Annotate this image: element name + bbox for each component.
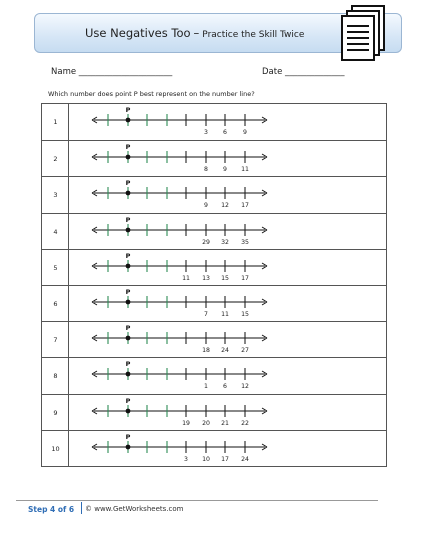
problem-number-cell	[42, 214, 69, 249]
point-p-dot	[126, 118, 131, 123]
tick-label: 3	[204, 129, 208, 136]
number-line	[89, 104, 274, 140]
step-indicator: Step 4 of 6	[28, 505, 75, 514]
problem-number-cell	[42, 104, 69, 140]
problem-row	[42, 249, 386, 285]
instructions: Which number does point P best represent on the number line?	[48, 90, 255, 98]
problem-number-cell	[42, 177, 69, 212]
tick-label: 15	[241, 311, 249, 318]
point-p-label: P	[125, 143, 131, 152]
tick-label: 29	[202, 238, 210, 246]
tick-label: 9	[204, 202, 208, 210]
problem-row	[42, 321, 386, 357]
point-p-dot	[126, 408, 131, 413]
tick-label: 12	[241, 383, 249, 391]
worksheet-title	[85, 26, 304, 40]
problem-row	[42, 430, 386, 466]
problem-number: 3	[53, 191, 58, 200]
number-line	[89, 141, 274, 177]
tick-label: 12	[221, 202, 229, 210]
footer-divider	[16, 500, 378, 501]
problem-number-cell	[42, 322, 69, 357]
tick-label: 17	[241, 274, 249, 282]
point-p-dot	[126, 227, 131, 232]
tick-label: 27	[241, 347, 249, 355]
tick-label: 17	[241, 202, 249, 210]
problem-number: 2	[53, 155, 58, 164]
tick-label: 24	[221, 347, 229, 355]
document-stack-icon	[340, 4, 388, 62]
tick-label: 17	[221, 455, 229, 463]
tick-label: 35	[241, 238, 249, 246]
tick-label: 9	[223, 166, 227, 174]
tick-label: 11	[182, 274, 190, 282]
tick-label: 7	[204, 311, 208, 318]
problem-number-cell	[42, 141, 69, 176]
tick-label: 13	[202, 274, 210, 282]
point-p-label: P	[125, 360, 131, 369]
number-line	[89, 286, 274, 322]
title-text: Use Negatives Too	[85, 26, 191, 40]
point-p-label: P	[125, 179, 131, 188]
tick-label: 11	[221, 311, 229, 318]
number-line	[89, 250, 274, 286]
problem-number-cell	[42, 286, 69, 321]
tick-label: 24	[241, 455, 249, 463]
point-p-dot	[126, 444, 131, 449]
tick-label: 18	[202, 347, 210, 355]
problem-number-cell	[42, 431, 69, 466]
title-dash: –	[193, 26, 200, 40]
problem-row	[42, 394, 386, 430]
number-line	[89, 214, 274, 250]
tick-label: 6	[223, 129, 227, 136]
point-p-dot	[126, 191, 131, 196]
number-line	[89, 177, 274, 213]
tick-label: 21	[221, 419, 229, 427]
tick-label: 1	[204, 383, 208, 391]
number-line	[89, 431, 274, 467]
problem-row	[42, 357, 386, 393]
problem-number: 8	[53, 372, 58, 381]
point-p-label: P	[125, 251, 131, 260]
point-p-dot	[126, 263, 131, 268]
tick-label: 10	[202, 455, 210, 463]
problem-row	[42, 140, 386, 176]
tick-label: 11	[241, 166, 249, 174]
number-line	[89, 395, 274, 431]
number-line	[89, 358, 274, 394]
name-field[interactable]: Name ______________________	[51, 67, 173, 77]
tick-label: 9	[243, 129, 247, 136]
tick-label: 15	[221, 274, 229, 282]
tick-label: 6	[223, 383, 227, 391]
problem-table	[41, 103, 387, 467]
point-p-label: P	[125, 288, 131, 296]
tick-label: 22	[241, 419, 249, 427]
problem-number: 9	[53, 408, 58, 417]
problem-row	[42, 104, 386, 140]
problem-number: 7	[53, 336, 58, 345]
copyright-text: © www.GetWorksheets.com	[85, 505, 184, 513]
problem-row	[42, 285, 386, 321]
point-p-label: P	[125, 324, 131, 333]
point-p-label: P	[125, 106, 131, 114]
footer-separator	[81, 502, 82, 514]
problem-number-cell	[42, 395, 69, 430]
date-field[interactable]: Date ______________	[262, 67, 345, 77]
subtitle-text: Practice the Skill Twice	[202, 30, 305, 40]
problem-number-cell	[42, 250, 69, 285]
number-line	[89, 322, 274, 358]
point-p-dot	[126, 336, 131, 341]
tick-label: 32	[221, 238, 229, 246]
problem-number-cell	[42, 358, 69, 393]
point-p-dot	[126, 372, 131, 377]
point-p-dot	[126, 155, 131, 160]
point-p-dot	[126, 300, 131, 305]
problem-number: 4	[53, 227, 58, 236]
point-p-label: P	[125, 432, 131, 441]
point-p-label: P	[125, 396, 131, 405]
problem-number: 6	[53, 300, 58, 308]
problem-number: 5	[53, 263, 58, 272]
point-p-label: P	[125, 215, 131, 224]
tick-label: 19	[182, 419, 190, 427]
problem-number: 10	[51, 444, 60, 453]
problem-row	[42, 176, 386, 212]
tick-label: 20	[202, 419, 210, 427]
problem-number: 1	[53, 118, 58, 126]
tick-label: 3	[184, 455, 188, 463]
problem-row	[42, 213, 386, 249]
tick-label: 8	[204, 166, 208, 174]
